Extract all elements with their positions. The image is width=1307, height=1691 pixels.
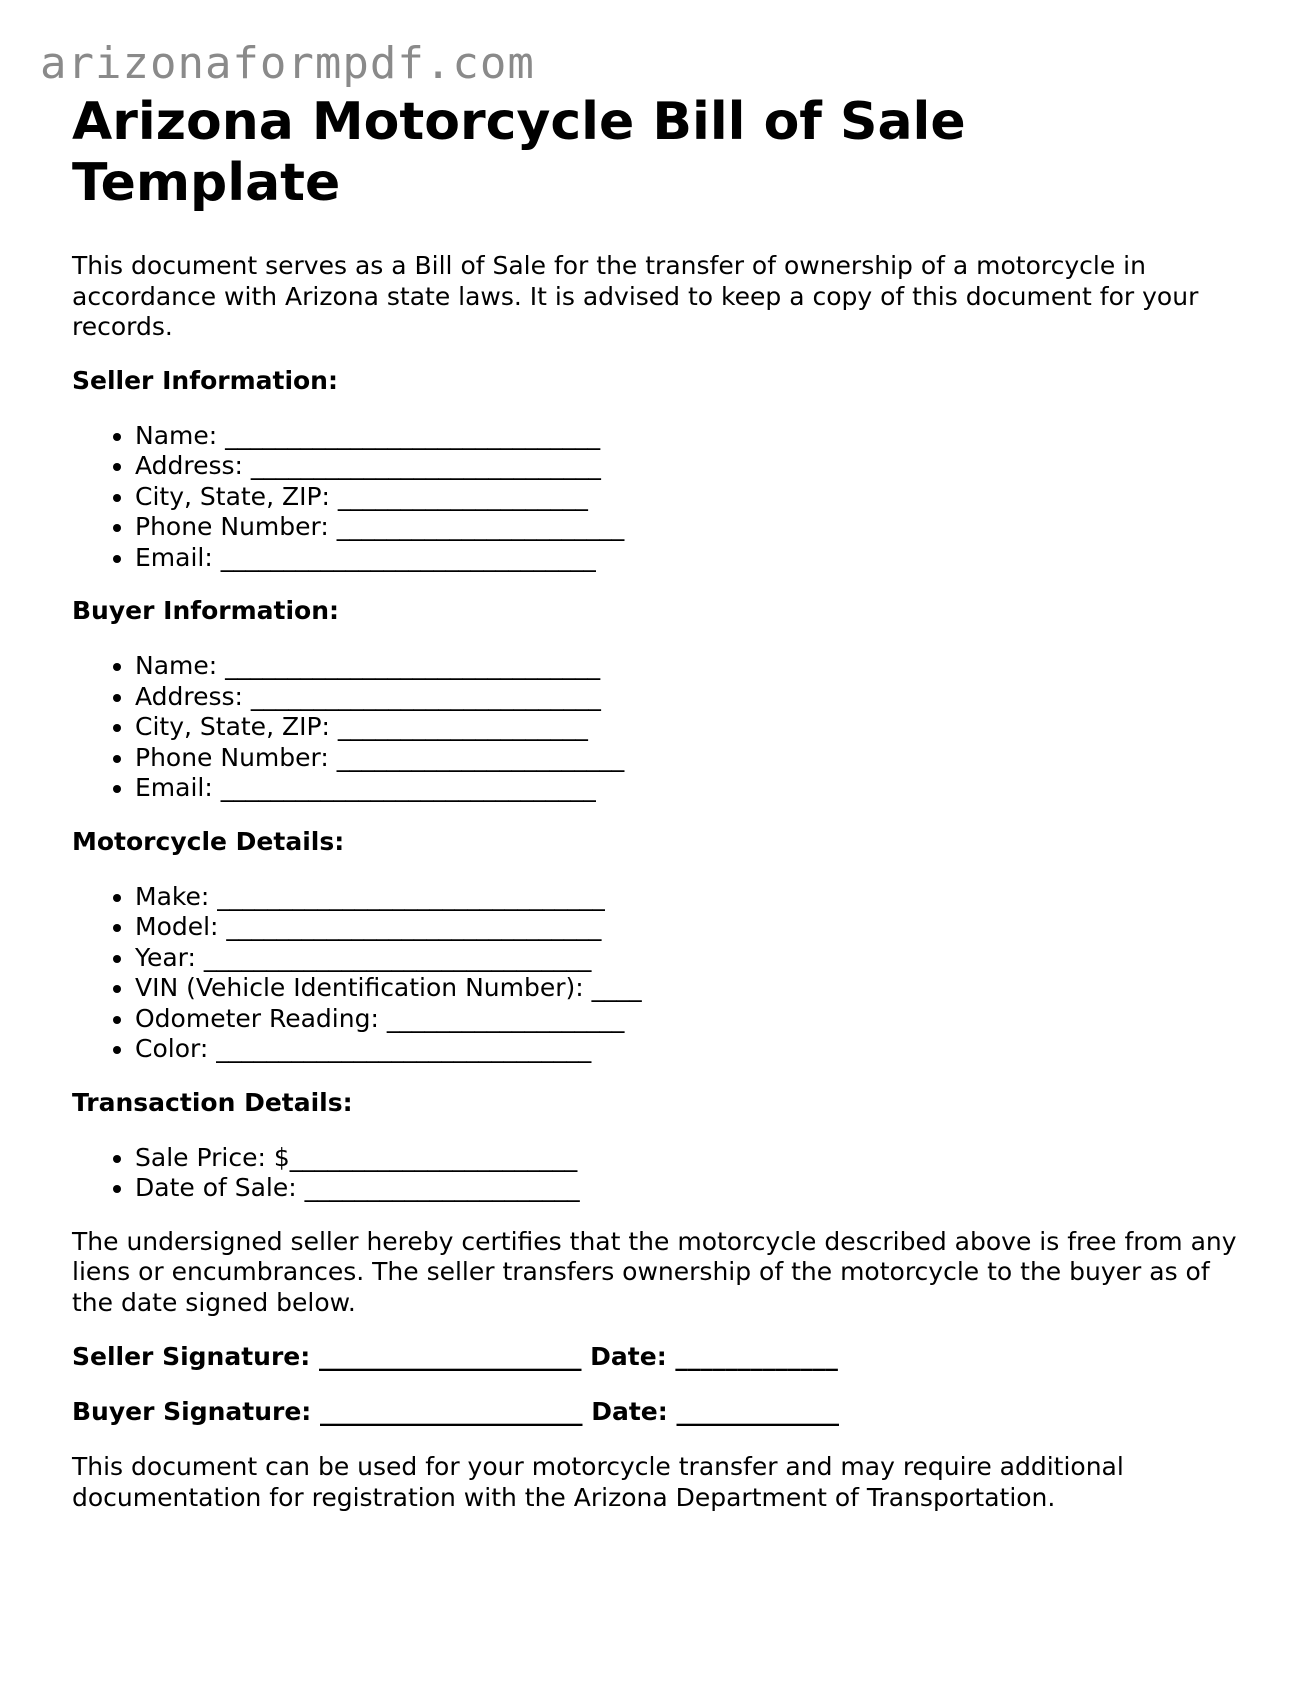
document-body xyxy=(72,92,1242,1513)
make-field: • Make: _______________________________ xyxy=(135,882,1242,913)
sale-price-field: • Sale Price: $_______________________ xyxy=(135,1143,1242,1174)
model-field: • Model: ______________________________ xyxy=(135,912,1242,943)
intro-paragraph: This document serves as a Bill of Sale for the transfer of ownership of a motorcycle in accordance with Arizona state laws. It is advised to keep a copy of this document for your records. xyxy=(72,251,1199,341)
year-field: • Year: _______________________________ xyxy=(135,943,1242,974)
watermark: arizonaformpdf.com xyxy=(40,38,535,89)
seller-heading: Seller Information: xyxy=(72,365,338,395)
transaction-fields xyxy=(72,1143,1242,1204)
buyer-email-field: • Email: ______________________________ xyxy=(135,773,1242,804)
seller-signature-line: Seller Signature: _____________________ Date: _____________ xyxy=(72,1342,838,1371)
color-field: • Color: ______________________________ xyxy=(135,1034,1242,1065)
buyer-phone-field: • Phone Number: _______________________ xyxy=(135,743,1242,774)
transaction-heading: Transaction Details: xyxy=(72,1087,353,1117)
motorcycle-fields xyxy=(72,882,1242,1065)
certification-paragraph: The undersigned seller hereby certifies that the motorcycle described above is free from any liens or encumbrances. The seller transfers ownership of the motorcycle to the buyer as of the date signed below. xyxy=(72,1226,1237,1317)
seller-phone-field: • Phone Number: _______________________ xyxy=(135,512,1242,543)
odometer-field: • Odometer Reading: ___________________ xyxy=(135,1004,1242,1035)
seller-email-field: • Email: ______________________________ xyxy=(135,543,1242,574)
seller-name-field: • Name: ______________________________ xyxy=(135,421,1242,452)
seller-fields xyxy=(72,421,1242,574)
vin-field: • VIN (Vehicle Identification Number): ____ xyxy=(135,973,1242,1004)
motorcycle-heading: Motorcycle Details: xyxy=(72,826,345,856)
buyer-fields xyxy=(72,651,1242,804)
buyer-name-field: • Name: ______________________________ xyxy=(135,651,1242,682)
seller-address-field: • Address: ____________________________ xyxy=(135,451,1242,482)
buyer-address-field: • Address: ____________________________ xyxy=(135,682,1242,713)
seller-city-state-zip-field: • City, State, ZIP: ____________________ xyxy=(135,482,1242,513)
buyer-heading: Buyer Information: xyxy=(72,596,340,625)
footer-note: This document can be used for your motorcycle transfer and may require additional documentation for registration with the Arizona Department of Transportation. xyxy=(72,1452,1124,1512)
date-of-sale-field: • Date of Sale: ______________________ xyxy=(135,1173,1242,1204)
buyer-signature-line: Buyer Signature: _____________________ Date: _____________ xyxy=(72,1397,839,1426)
page-title: Arizona Motorcycle Bill of Sale Template xyxy=(72,92,966,213)
buyer-city-state-zip-field: • City, State, ZIP: ____________________ xyxy=(135,712,1242,743)
